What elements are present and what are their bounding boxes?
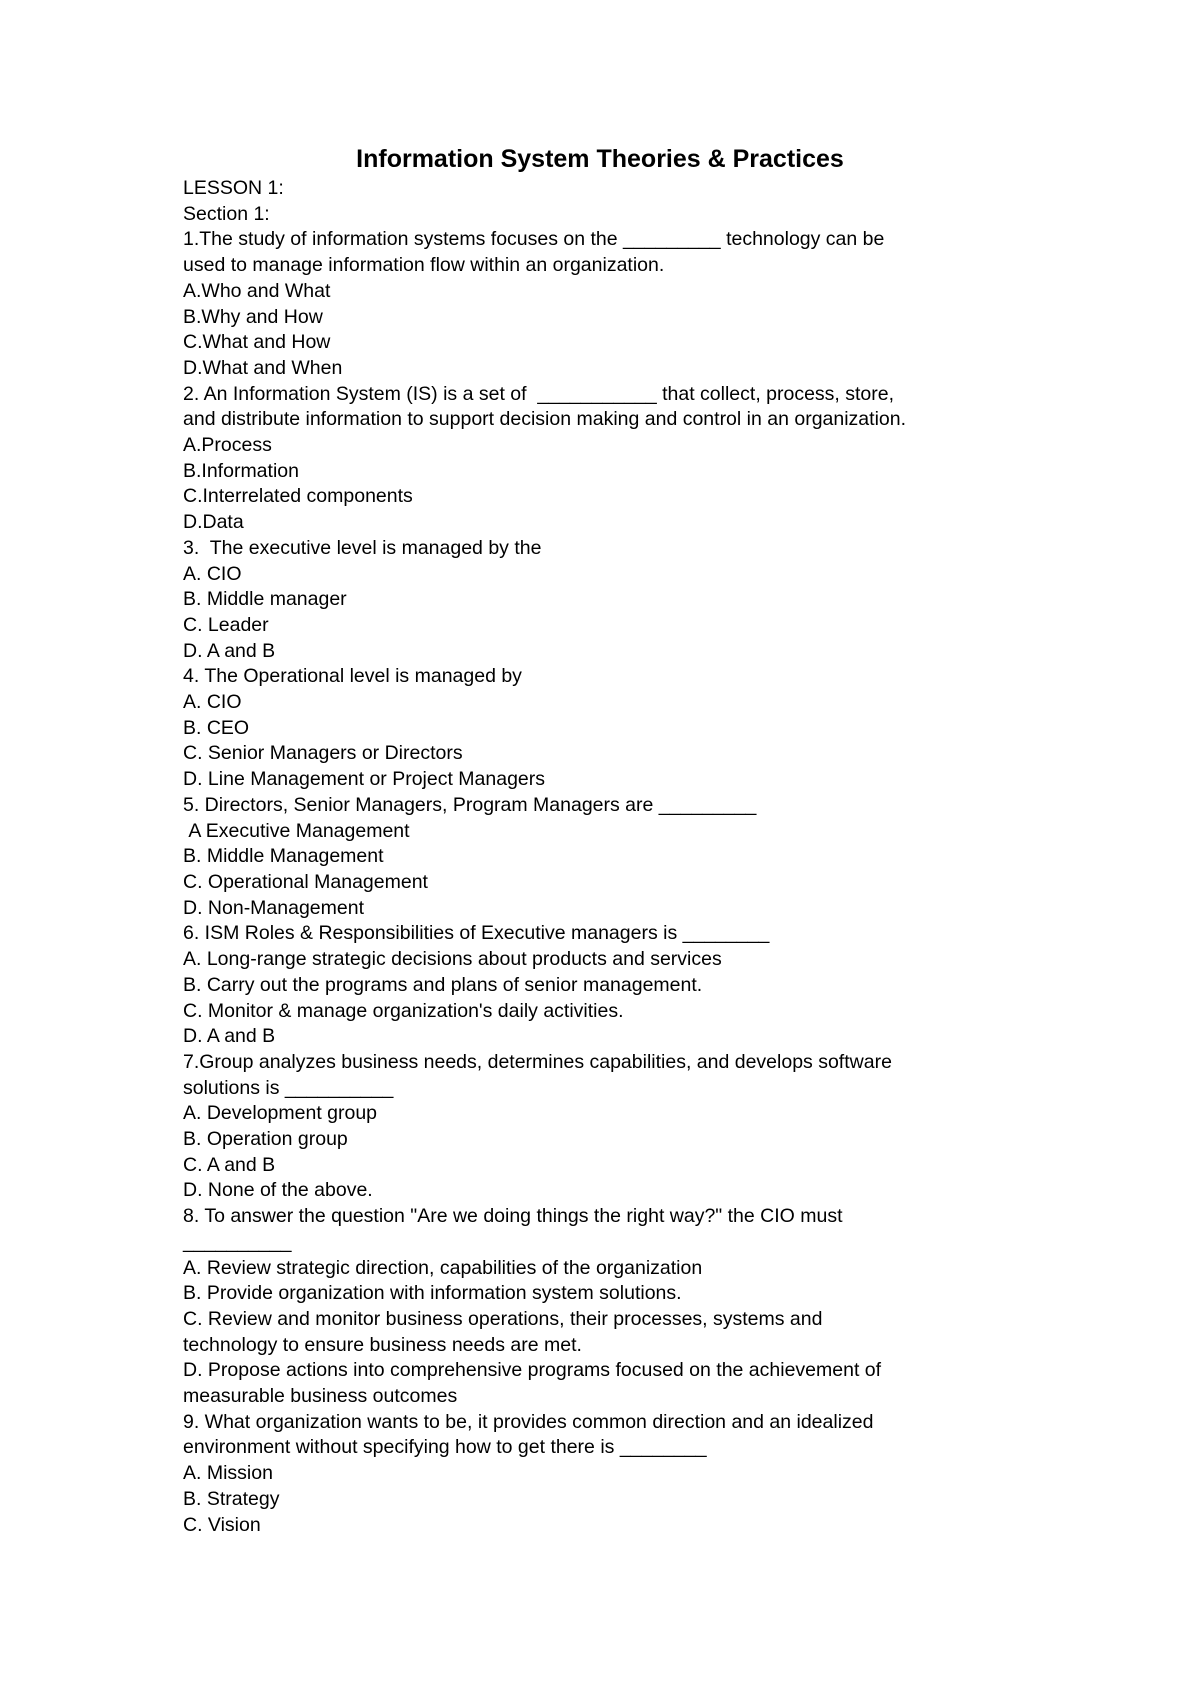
text-line: 1.The study of information systems focuses on the _________ technology can be bbox=[183, 228, 885, 251]
document-body bbox=[183, 176, 1063, 1538]
text-line: B.Information bbox=[183, 459, 299, 482]
text-line: and distribute information to support decision making and control in an organization. bbox=[183, 408, 907, 431]
text-line: B. Provide organization with information system solutions. bbox=[183, 1282, 682, 1305]
text-line: 3. The executive level is managed by the bbox=[183, 536, 542, 559]
text-line: Section 1: bbox=[183, 202, 270, 225]
text-line: B. Middle Management bbox=[183, 845, 384, 868]
text-line: A. CIO bbox=[183, 691, 242, 714]
text-line: 5. Directors, Senior Managers, Program Managers are _________ bbox=[183, 793, 757, 816]
text-line: B. Operation group bbox=[183, 1128, 348, 1151]
text-line: C. Leader bbox=[183, 613, 269, 636]
text-line: B. Strategy bbox=[183, 1487, 280, 1510]
text-line: D.Data bbox=[183, 511, 244, 534]
text-line: D. A and B bbox=[183, 639, 276, 662]
text-line: B.Why and How bbox=[183, 305, 323, 328]
text-line: C. Monitor & manage organization's daily activities. bbox=[183, 999, 624, 1022]
text-line: A Executive Management bbox=[183, 819, 410, 842]
text-line: 6. ISM Roles & Responsibilities of Executive managers is ________ bbox=[183, 922, 770, 945]
text-line: C. Operational Management bbox=[183, 870, 428, 893]
text-line: D. None of the above. bbox=[183, 1179, 373, 1202]
text-line: 4. The Operational level is managed by bbox=[183, 665, 522, 688]
text-line: technology to ensure business needs are met. bbox=[183, 1333, 582, 1356]
text-line: C. A and B bbox=[183, 1153, 276, 1176]
text-line: A.Process bbox=[183, 434, 272, 457]
text-line: D. Non-Management bbox=[183, 896, 365, 919]
text-line: D. A and B bbox=[183, 1025, 276, 1048]
text-line: A. Long-range strategic decisions about products and services bbox=[183, 948, 722, 971]
text-line: A. CIO bbox=[183, 562, 242, 585]
text-line: C.What and How bbox=[183, 331, 331, 354]
text-line: B. Middle manager bbox=[183, 588, 347, 611]
text-line: solutions is __________ bbox=[183, 1076, 394, 1099]
text-line: C. Senior Managers or Directors bbox=[183, 742, 463, 765]
text-line: 7.Group analyzes business needs, determines capabilities, and develops software bbox=[183, 1050, 892, 1073]
document-title: Information System Theories & Practices bbox=[356, 145, 844, 173]
text-line: D. Line Management or Project Managers bbox=[183, 768, 546, 791]
text-line: A. Review strategic direction, capabilities of the organization bbox=[183, 1256, 703, 1279]
text-line: measurable business outcomes bbox=[183, 1385, 458, 1408]
text-line: used to manage information flow within an organization. bbox=[183, 254, 665, 277]
text-line: C. Vision bbox=[183, 1513, 261, 1536]
text-line: B. CEO bbox=[183, 716, 250, 739]
text-line: 8. To answer the question "Are we doing things the right way?" the CIO must bbox=[183, 1205, 843, 1228]
text-line: C. Review and monitor business operations, their processes, systems and bbox=[183, 1307, 823, 1330]
text-line: A. Mission bbox=[183, 1462, 273, 1485]
text-line: B. Carry out the programs and plans of senior management. bbox=[183, 973, 703, 996]
text-line: LESSON 1: bbox=[183, 177, 284, 199]
text-line: environment without specifying how to get there is ________ bbox=[183, 1436, 707, 1459]
text-line: C.Interrelated components bbox=[183, 485, 413, 508]
text-line: A. Development group bbox=[183, 1102, 378, 1125]
text-line: D.What and When bbox=[183, 356, 343, 379]
text-line: 2. An Information System (IS) is a set of ___________ that collect, process, store, bbox=[183, 382, 895, 405]
text-line: __________ bbox=[183, 1230, 292, 1253]
text-line: A.Who and What bbox=[183, 279, 331, 302]
text-line: D. Propose actions into comprehensive programs focused on the achievement of bbox=[183, 1359, 882, 1382]
text-line: 9. What organization wants to be, it provides common direction and an idealized bbox=[183, 1410, 874, 1433]
